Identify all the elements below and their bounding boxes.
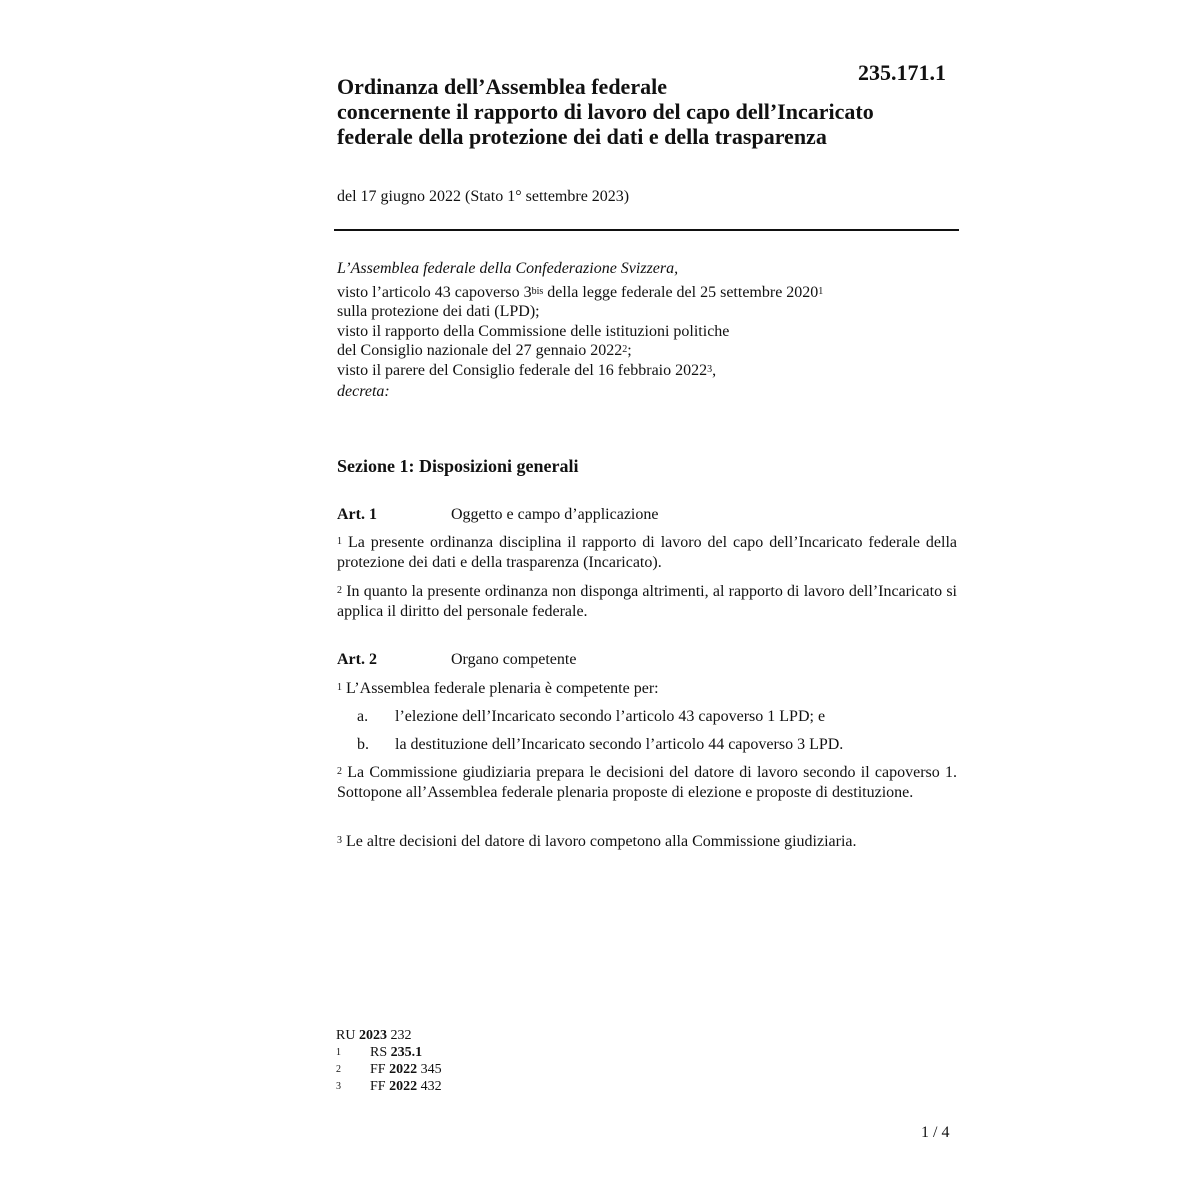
footnote (336, 1044, 442, 1061)
paragraph-text: In quanto la presente ordinanza non disponga altrimenti, al rapporto di lavoro dell’Incaricato si applica il diritto del personale federale. (337, 583, 957, 620)
list-letter: a. (357, 708, 369, 725)
preamble-line (337, 361, 957, 381)
footnote-ref[interactable]: 2 (622, 344, 628, 355)
article-title: Oggetto e campo d’applicazione (451, 506, 659, 523)
list-text: la destituzione dell’Incaricato secondo l’articolo 44 capoverso 3 LPD. (395, 736, 844, 753)
paragraph (337, 679, 957, 699)
article-number: Art. 2 (337, 651, 377, 668)
paragraph (337, 763, 957, 802)
paragraph-text: La Commissione giudiziaria prepara le decisioni del datore di lavoro secondo il capoverso 1. Sottopone all’Assemblea federale plenaria proposte di elezione e proposte di destituzione. (337, 764, 957, 801)
preamble (337, 259, 957, 402)
footnotes (336, 1027, 442, 1095)
article-title: Organo competente (451, 651, 577, 668)
preamble-line: visto il rapporto della Commissione delle istituzioni politiche (337, 322, 730, 340)
list-item (357, 735, 957, 755)
decree: decreta: (337, 383, 390, 400)
article-heading (337, 651, 576, 669)
preamble-text: , (712, 361, 717, 379)
footnote-prefix: FF (370, 1079, 390, 1094)
paragraph-text: La presente ordinanza disciplina il rapporto di lavoro del capo dell’Incaricato federale della protezione dei dati e della trasparenza (Incaricato). (337, 534, 957, 571)
preamble-line: sulla protezione dei dati (LPD); (337, 303, 540, 320)
title-line: concernente il rapporto di lavoro del capo dell’Incaricato (337, 99, 874, 124)
footnote-number: 1 (336, 1047, 341, 1058)
preamble-text: visto il parere del Consiglio federale del 16 febbraio 2022 (337, 361, 708, 379)
preamble-line (337, 283, 957, 303)
title-line: federale della protezione dei dati e della trasparenza (337, 124, 827, 149)
article-number: Art. 1 (337, 506, 377, 523)
sr-number: 235.171.1 (858, 60, 946, 85)
paragraph-number: 1 (337, 682, 342, 693)
title-line: Ordinanza dell’Assemblea federale (337, 74, 667, 99)
footnote-ref[interactable]: 3 (707, 363, 713, 375)
footnote-prefix: FF (370, 1062, 390, 1077)
header-divider (334, 229, 959, 231)
footnote-suffix: 432 (417, 1079, 442, 1094)
paragraph (337, 533, 957, 572)
ru-page: 232 (386, 1028, 412, 1043)
preamble-text: visto l’articolo 43 capoverso 3 (337, 283, 532, 301)
preamble-text: ; (627, 342, 632, 359)
footnote-number: 3 (336, 1081, 341, 1092)
paragraph (337, 582, 957, 621)
ru-prefix: RU (336, 1028, 359, 1043)
paragraph-text: L’Assemblea federale plenaria è competente per: (342, 680, 659, 697)
footnote-suffix: 345 (417, 1062, 442, 1077)
paragraph-number: 3 (337, 835, 342, 846)
section-title: Sezione 1: Disposizioni generali (337, 456, 579, 476)
preamble-line (337, 341, 957, 361)
footnote-bold: 2022 (389, 1062, 418, 1077)
paragraph-number: 2 (337, 766, 342, 777)
preamble-intro: L’Assemblea federale della Confederazione Svizzera, (337, 260, 679, 277)
list-item (357, 707, 957, 727)
list-letter: b. (357, 736, 369, 753)
document-title (337, 74, 977, 149)
ru-reference (336, 1027, 442, 1044)
ru-year: 2023 (358, 1028, 387, 1043)
footnote-bold: 235.1 (390, 1045, 423, 1060)
footnote (336, 1061, 442, 1078)
paragraph-number: 2 (337, 585, 342, 596)
footnote-number: 2 (336, 1064, 341, 1075)
footnote-bold: 2022 (389, 1079, 418, 1094)
footnote (336, 1078, 442, 1095)
preamble-text: della legge federale del 25 settembre 2020 (543, 283, 819, 301)
page-number: 1 / 4 (921, 1124, 950, 1141)
document-date: del 17 giugno 2022 (Stato 1° settembre 2023) (337, 188, 630, 205)
paragraph-text: Le altre decisioni del datore di lavoro competono alla Commissione giudiziaria. (342, 833, 857, 850)
footnote-prefix: RS (370, 1045, 391, 1060)
article-heading (337, 506, 658, 524)
paragraph (337, 832, 957, 852)
list-text: l’elezione dell’Incaricato secondo l’articolo 43 capoverso 1 LPD; e (395, 708, 826, 725)
superscript: bis (531, 285, 544, 297)
footnote-ref[interactable]: 1 (818, 285, 824, 297)
preamble-text: del Consiglio nazionale del 27 gennaio 2022 (337, 342, 623, 359)
paragraph-number: 1 (337, 536, 342, 547)
